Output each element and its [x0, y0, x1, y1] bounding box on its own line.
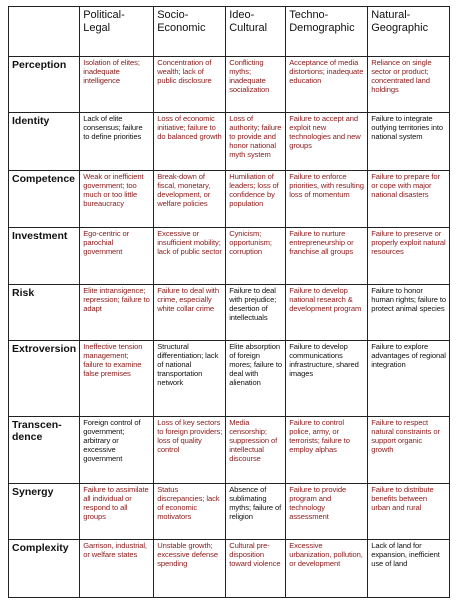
matrix-cell: Failure to provide program and technology assessment: [286, 484, 368, 540]
matrix-cell: Lack of land for expansion, inefficient use of land: [368, 540, 450, 598]
failure-matrix-table: [8, 6, 450, 598]
matrix-cell: Failure to respect natural constraints or support organic growth: [368, 417, 450, 484]
matrix-row-investment: [9, 228, 450, 285]
matrix-cell: Elite absorption of foreign mores; failure to deal with alienation: [226, 341, 286, 417]
column-header-political-legal: Political-Legal: [80, 7, 154, 57]
matrix-body: [9, 57, 450, 598]
row-header: Perception: [9, 57, 80, 113]
matrix-cell: Status discrepancies; lack of economic motivators: [154, 484, 226, 540]
matrix-cell: Failure to prepare for or cope with major national disasters: [368, 171, 450, 228]
matrix-cell: Failure to assimilate all individual or respond to all groups: [80, 484, 154, 540]
row-header: Investment: [9, 228, 80, 285]
column-header-natural-geographic: Natural-Geographic: [368, 7, 450, 57]
matrix-cell: Failure to develop communications infrastructure, shared images: [286, 341, 368, 417]
matrix-cell: Cultural pre-disposition toward violence: [226, 540, 286, 598]
matrix-cell: Failure to deal with prejudice; desertion of intellectuals: [226, 285, 286, 341]
matrix-cell: Failure to nurture entrepreneurship or franchise all groups: [286, 228, 368, 285]
matrix-cell: Loss of economic initiative; failure to do balanced growth: [154, 113, 226, 171]
matrix-cell: Failure to distribute benefits between urban and rural: [368, 484, 450, 540]
matrix-cell: Failure to control police, army, or terrorists; failure to employ alphas: [286, 417, 368, 484]
matrix-cell: Break-down of fiscal, monetary, development, or welfare policies: [154, 171, 226, 228]
matrix-cell: Ineffective tension management; failure to examine false premises: [80, 341, 154, 417]
matrix-wrapper: [8, 6, 450, 598]
matrix-cell: Cynicism; opportunism; corruption: [226, 228, 286, 285]
header-row: [9, 7, 450, 57]
matrix-cell: Isolation of elites; inadequate intelligence: [80, 57, 154, 113]
column-header-techno-demographic: Techno-Demographic: [286, 7, 368, 57]
matrix-cell: Excessive or insufficient mobility; lack of public sector: [154, 228, 226, 285]
matrix-cell: Failure to deal with crime, especially white collar crime: [154, 285, 226, 341]
matrix-cell: Failure to integrate outlying territories into national system: [368, 113, 450, 171]
row-header: Identity: [9, 113, 80, 171]
matrix-cell: Media censorship; suppression of intellectual discourse: [226, 417, 286, 484]
matrix-row-extroversion: [9, 341, 450, 417]
row-header: Competence: [9, 171, 80, 228]
matrix-row-identity: [9, 113, 450, 171]
matrix-cell: Excessive urbanization, pollution, or development: [286, 540, 368, 598]
matrix-cell: Unstable growth; excessive defense spending: [154, 540, 226, 598]
row-header: Transcen-dence: [9, 417, 80, 484]
matrix-cell: Weak or inefficient government; too much or too little bureaucracy: [80, 171, 154, 228]
matrix-cell: Ego-centric or parochial government: [80, 228, 154, 285]
matrix-cell: Loss of authority; failure to provide and honor national myth system: [226, 113, 286, 171]
matrix-cell: Foreign control of government; arbitrary or excessive government: [80, 417, 154, 484]
matrix-cell: Lack of elite consensus; failure to define priorities: [80, 113, 154, 171]
matrix-cell: Concentration of wealth; lack of public disclosure: [154, 57, 226, 113]
matrix-cell: Loss of key sectors to foreign providers; loss of quality control: [154, 417, 226, 484]
matrix-cell: Failure to preserve or properly exploit natural resources: [368, 228, 450, 285]
matrix-cell: Failure to develop national research & development program: [286, 285, 368, 341]
matrix-row-transcendence: [9, 417, 450, 484]
row-header: Synergy: [9, 484, 80, 540]
matrix-cell: Elite intransigence; repression; failure to adapt: [80, 285, 154, 341]
matrix-cell: Garrison, industrial, or welfare states: [80, 540, 154, 598]
column-header-ideo-cultural: Ideo-Cultural: [226, 7, 286, 57]
matrix-cell: Failure to honor human rights; failure to protect animal species: [368, 285, 450, 341]
column-header-socio-economic: Socio-Economic: [154, 7, 226, 57]
row-header: Complexity: [9, 540, 80, 598]
matrix-cell: Humiliation of leaders; loss of confidence by population: [226, 171, 286, 228]
matrix-row-competence: [9, 171, 450, 228]
matrix-cell: Failure to explore advantages of regional integration: [368, 341, 450, 417]
matrix-cell: Failure to enforce priorities, with resulting loss of momentum: [286, 171, 368, 228]
matrix-cell: Failure to accept and exploit new technologies and new groups: [286, 113, 368, 171]
matrix-row-perception: [9, 57, 450, 113]
matrix-row-risk: [9, 285, 450, 341]
matrix-cell: Acceptance of media distortions; inadequate education: [286, 57, 368, 113]
matrix-cell: Structural differentiation; lack of national transportation network: [154, 341, 226, 417]
matrix-row-complexity: [9, 540, 450, 598]
corner-cell: [9, 7, 80, 57]
matrix-cell: Absence of sublimating myths; failure of religion: [226, 484, 286, 540]
row-header: Risk: [9, 285, 80, 341]
matrix-cell: Reliance on single sector or product; concentrated land holdings: [368, 57, 450, 113]
matrix-row-synergy: [9, 484, 450, 540]
matrix-cell: Conflicting myths; inadequate socialization: [226, 57, 286, 113]
row-header: Extroversion: [9, 341, 80, 417]
